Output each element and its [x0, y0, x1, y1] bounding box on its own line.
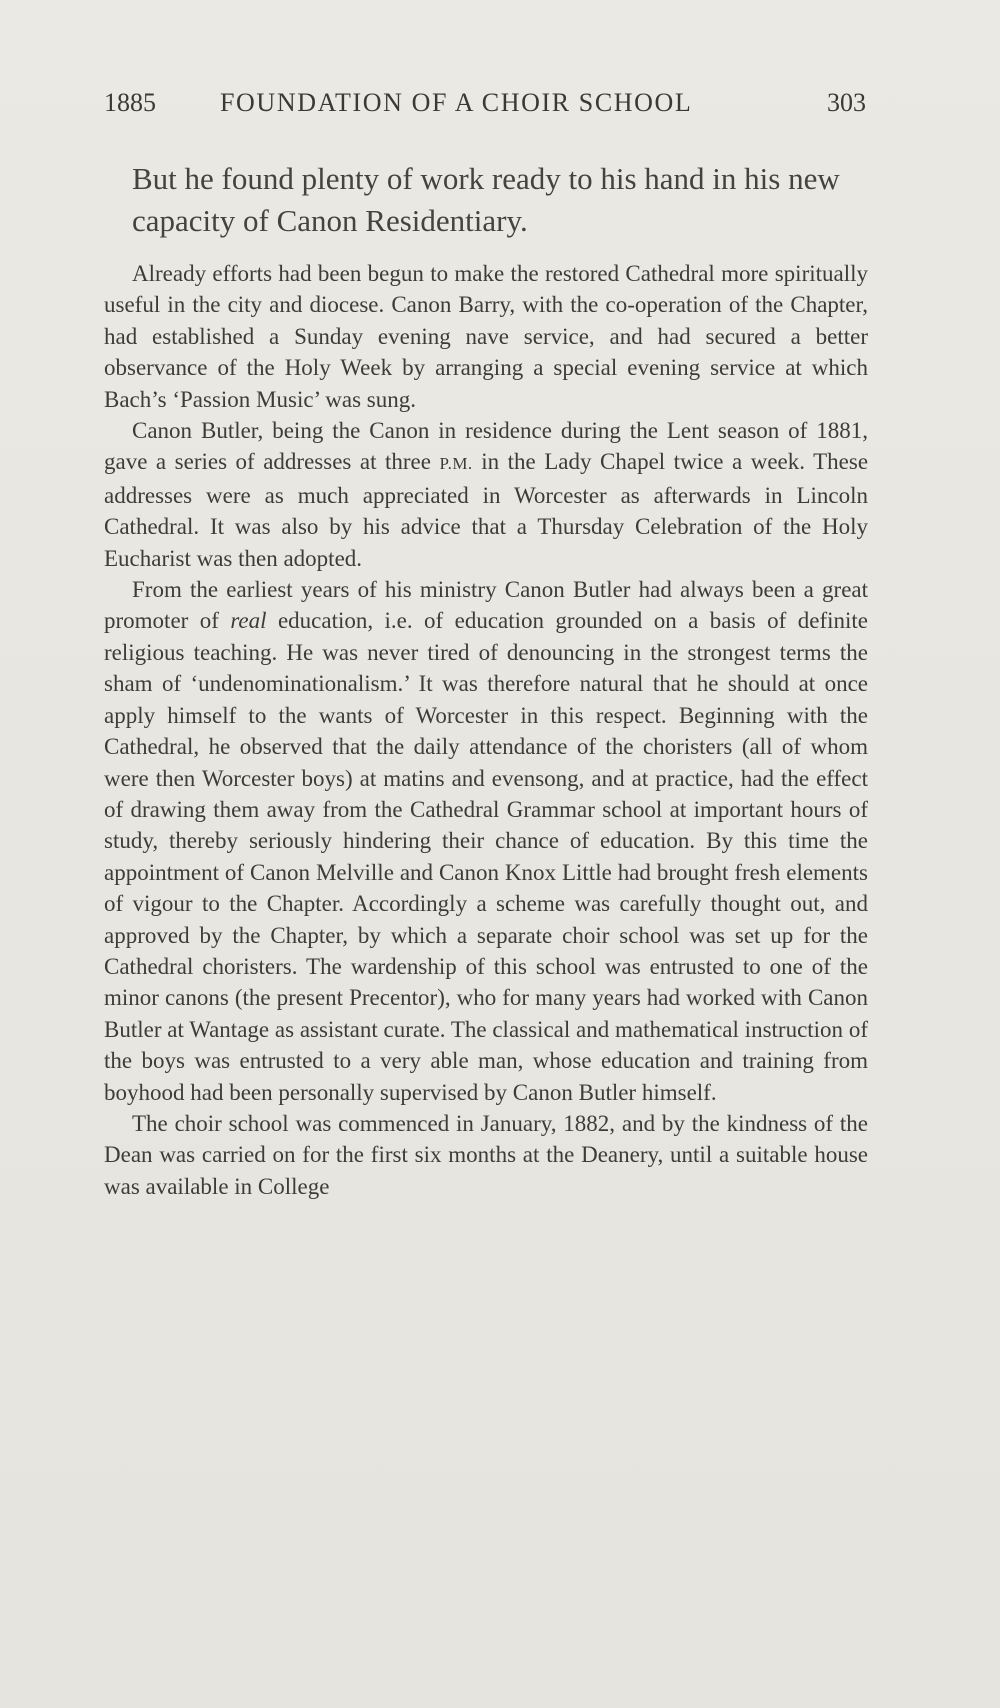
header-year: 1885 — [104, 88, 156, 117]
paragraph-text: Canon Butler, being the Canon in residence during the Lent season of 1881, gave a series of addresses at three — [104, 418, 868, 475]
small-caps-pm: P.M. — [439, 454, 473, 474]
paragraph: Already efforts had been begun to make the restored Cathedral more spiritually useful in the city and diocese. Canon Barry, with the co-operation of the Chapter, had established a Sunday evening nave service, and had secured a better observance of the Holy Week by arranging a special evening service at which Bach’s ‘Passion Music’ was sung. — [104, 261, 868, 412]
paragraph: The choir school was commenced in January, 1882, and by the kindness of the Dean was carried on for the first six months at the Deanery, until a suitable house was available in College — [104, 1110, 868, 1199]
paragraph — [104, 574, 868, 1108]
lead-sentence: But he found plenty of work ready to his hand in his new capacity of Canon Residentiary. — [132, 161, 840, 238]
header-title: FOUNDATION OF A CHOIR SCHOOL — [220, 88, 693, 117]
running-head — [104, 88, 866, 124]
paragraph-text: in the Lady Chapel twice a week. These addresses were as much appreciated in Worcester as afterwards in Lincoln Cathedral. It was also by his advice that a Thursday Celebration of the Holy Eucharist was then adopted. — [104, 449, 869, 571]
body-text — [104, 258, 868, 1202]
italic-word: real — [230, 608, 267, 634]
paragraph-text: education, i.e. of education grounded on a basis of definite religious teaching. He was never tired of denouncing in the strongest terms the sham of ‘undenominationalism.’ It was therefore natural that he should at once apply himself to the wants of Worcester in this respect. Beginning with the Cathedral, he observed that the daily attendance of the choristers (all of whom were then Worcester boys) at matins and evensong, and at practice, had the effect of drawing them away from the Cathedral Grammar school at important hours of study, thereby seriously hindering their chance of education. By this time the appointment of Canon Melville and Canon Knox Little had brought fresh elements of vigour to the Chapter. Accordingly a scheme was carefully thought out, and approved by the Chapter, by which a separate choir school was set up for the Cathedral choristers. The wardenship of this school was entrusted to one of the minor canons (the present Precentor), who for many years had worked with Canon Butler at Wantage as assistant curate. The classical and mathematical instruction of the boys was entrusted to a very able man, whose education and training from boyhood had been personally supervised by Canon Butler himself. — [104, 608, 869, 1105]
paragraph — [104, 415, 868, 574]
page-number: 303 — [827, 88, 866, 117]
paragraph-text: From the earliest years of his ministry Canon Butler had always been a great promoter of — [104, 577, 868, 634]
